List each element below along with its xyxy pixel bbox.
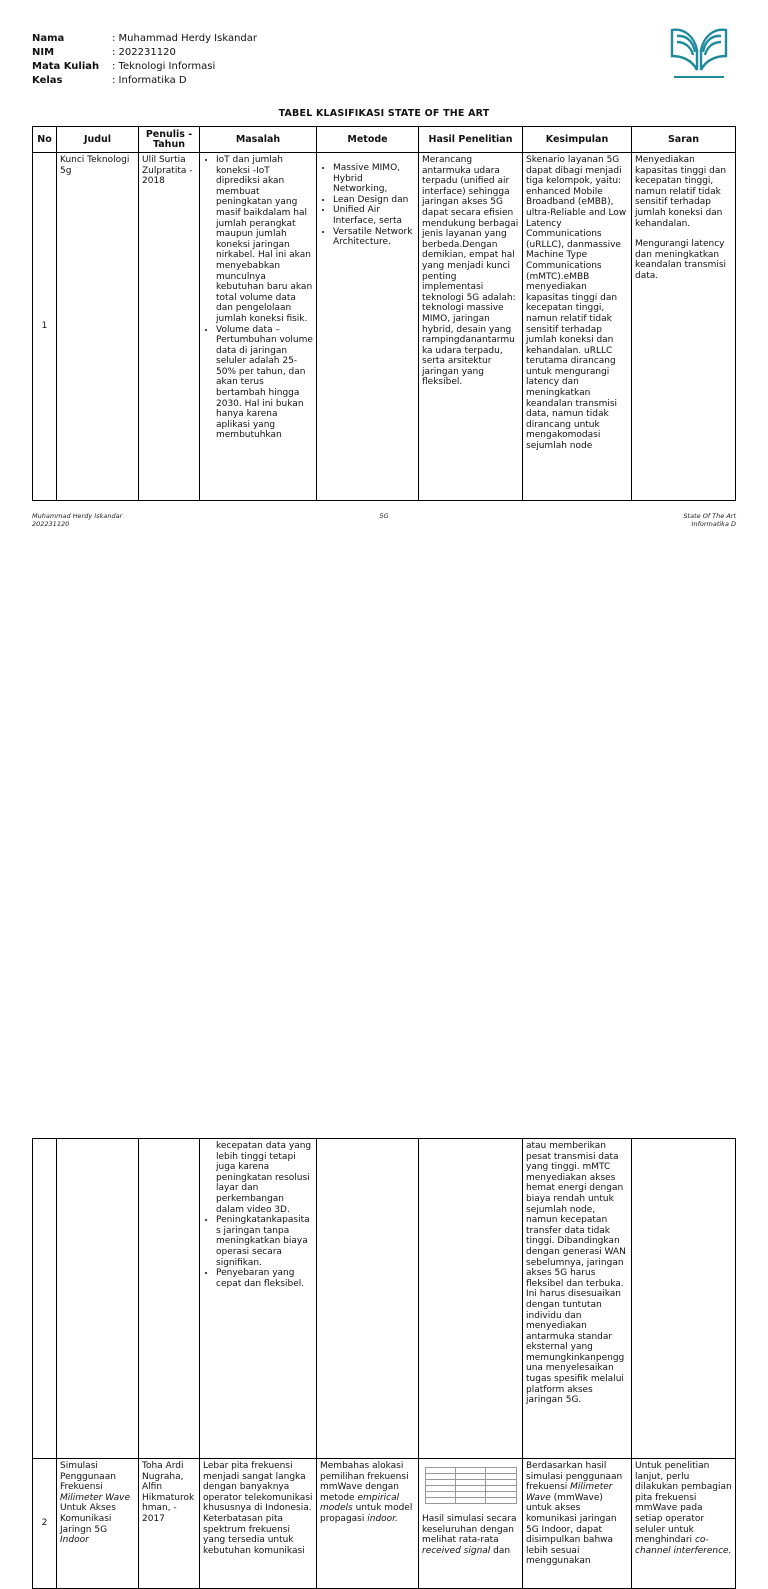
header-no: No [33,127,57,153]
kelas-value: : Informatika D [112,75,187,86]
metode-part: Membahas alokasi pemilihan frekuensi mmWave dengan metode [320,1461,409,1503]
hasil-italic: received signal [422,1545,491,1556]
footer-right-title: State Of The Art [683,512,736,520]
metode-italic: empirical models [320,1492,400,1514]
saran-part: Untuk penelitian lanjut, perlu dilakukan pembagian pita frekuensi mmWave pada setiap operator seluler untuk menghindari [635,1461,732,1546]
nim-value: : 202231120 [112,47,176,58]
row1-judul-cont [57,1139,139,1459]
footer-right [683,512,736,528]
nim-label: NIM [32,47,55,58]
hasil-part: Hasil simulasi secara keseluruhan dengan melihat rata-rata [422,1514,517,1546]
kesimpulan-italic: Milimeter Wave [526,1482,613,1503]
nama-value: : Muhammad Herdy Iskandar [112,33,257,44]
table-row [33,1139,736,1459]
page-2 [0,560,768,1567]
judul-part: Untuk Akses Komunikasi Jaringn 5G [60,1503,116,1535]
kelas-label: Kelas [32,75,63,86]
header-metode: Metode [317,127,419,153]
sota-table-page-2 [32,1138,736,1589]
footer-right-class: Informatika D [691,520,736,528]
sota-table-page-1 [32,126,736,501]
list-item: • Lean Design dan [333,195,415,206]
row1-hasil: Merancang antarmuka udara terpadu (unified air interface) sehingga jaringan akses 5G dapat secara efisien mendukung berbagai jenis layanan yang berbeda.Dengan demikian, empat hal yang menjadi kunci penting implementasi teknologi 5G adalah: teknologi massive MIMO, jaringan hybrid, desain yang rampingdanantarmu ka udara terpadu, serta arsitektur jaringan yang fleksibel. [419,153,523,501]
row2-metode [317,1459,419,1589]
list-item: • Volume data – Pertumbuhan volume data di jaringan seluler adalah 25-50% per tahun, dan akan terus bertambah hingga 2030. Hal ini bukan hanya karena aplikasi yang membutuhkan [216,325,313,442]
institute-logo [664,22,734,82]
table-row [33,153,736,501]
header-saran: Saran [632,127,736,153]
row1-no-cont [33,1139,57,1459]
row2-penulis: Toha Ardi Nugraha, Alfin Hikmaturok hman, - 2017 [139,1459,200,1589]
row1-judul: Kunci Teknologi 5g [57,153,139,501]
row2-kesimpulan [523,1459,632,1589]
masalah-continuation: kecepatan data yang lebih tinggi tetapi juga karena peningkatan resolusi layar dan perkembangan dalam video 3D. [216,1141,312,1215]
student-info [32,32,257,88]
row1-kesimpulan: Skenario layanan 5G dapat dibagi menjadi tiga kelompok, yaitu: enhanced Mobile Broadband (eMBB), ultra-Reliable and Low Latency Communications (uRLLC), danmassive Machine Type Communications (mMTC).eMBB menyediakan kapasitas tinggi dan kecepatan tinggi, namun relatif tidak sensitif terhadap jumlah koneksi dan kehandalan. uRLLC terutama dirancang untuk mengurangi latency dan meningkatkan keandalan transmisi data, namun tidak dirancang untuk mengakomodasi sejumlah node [523,153,632,501]
metode-italic: indoor. [367,1513,398,1524]
row1-penulis: Ulil Surtia Zulpratita - 2018 [139,153,200,501]
mata-kuliah-value: : Teknologi Informasi [112,61,216,72]
list-item: • Versatile Network Architecture. [333,227,415,248]
row1-hasil-cont [419,1139,523,1459]
page-gap [0,540,768,560]
header-hasil: Hasil Penelitian [419,127,523,153]
row2-no: 2 [33,1459,57,1589]
header-judul: Judul [57,127,139,153]
saran-italic: co-channel interference. [635,1535,732,1556]
header-penulis: Penulis - Tahun [139,127,200,153]
row1-kesimpulan-cont: atau memberikan pesat transmisi data yang tinggi. mMTC menyediakan akses hemat energi dengan biaya rendah untuk sejumlah node, namun kecepatan transfer data tidak tinggi. Dibandingkan dengan generasi WAN sebelumnya, jaringan akses 5G harus fleksibel dan terbuka. Ini harus disesuaikan dengan tuntutan individu dan menyediakan antarmuka standar eksternal yang memungkinkanpengg una menyelesaikan tugas spesifik melalui platform akses jaringan 5G. [523,1139,632,1459]
kesimpulan-part: Berdasarkan hasil simulasi penggunaan frekuensi [526,1461,623,1493]
row1-masalah-cont [200,1139,317,1459]
list-item: • Peningkatankapasita s jaringan tanpa meningkatkan biaya operasi secara signifikan. [216,1215,313,1268]
header-masalah: Masalah [200,127,317,153]
embedded-result-table-image [425,1467,517,1504]
kesimpulan-part: (mmWave) untuk akses komunikasi jaringan 5G Indoor, dapat disimpulkan bahwa lebih sesuai menggunakan [526,1492,617,1567]
row2-hasil [419,1459,523,1589]
row2-masalah: Lebar pita frekuensi menjadi sangat langka dengan banyaknya operator telekomunikasi khususnya di Indonesia. Keterbatasan pita spektrum frekuensi yang tersedia untuk kebutuhan komunikasi [200,1459,317,1589]
table-row [33,1459,736,1589]
list-item: • Penyebaran yang cepat dan fleksibel. [216,1268,313,1289]
row1-saran-cont [632,1139,736,1459]
header-kesimpulan: Kesimpulan [523,127,632,153]
footer-nim: 202231120 [32,520,70,528]
row1-metode-cont [317,1139,419,1459]
row2-saran [632,1459,736,1589]
document-title: TABEL KLASIFIKASI STATE OF THE ART [278,108,490,119]
row1-saran [632,153,736,501]
row1-metode [317,153,419,501]
mata-kuliah-label: Mata Kuliah [32,61,100,72]
list-item: • Unified Air Interface, serta [333,205,415,226]
saran-item: Mengurangi latency dan meningkatkan keandalan transmisi data. [635,239,727,281]
list-item: • Massive MIMO, Hybrid Networking, [333,163,415,195]
row1-masalah [200,153,317,501]
table-header-row [33,127,736,153]
page-1 [0,0,768,540]
list-item: • IoT dan jumlah koneksi -IoT diprediksi akan membuat peningkatan yang masif baikdalam hal jumlah perangkat maupun jumlah koneksi jaringan nirkabel. Hal ini akan menyebabkan munculnya kebutuhan baru akan total volume data dan pengelolaan jumlah koneksi fisik. [216,155,313,325]
nama-label: Nama [32,33,65,44]
hasil-part: dan [493,1545,511,1556]
judul-italic: Milimeter Wave [60,1492,130,1503]
row2-judul [57,1459,139,1589]
footer-name: Muhammad Herdy Iskandar [32,512,123,520]
saran-item: Menyediakan kapasitas tinggi dan kecepatan tinggi, namun relatif tidak sensitif terhadap jumlah koneksi dan kehandalan. [635,155,727,229]
judul-italic: Indoor [60,1535,89,1546]
judul-part: Simulasi Penggunaan Frekuensi [60,1461,116,1493]
row1-penulis-cont [139,1139,200,1459]
metode-part: untuk model propagasi [320,1503,413,1524]
footer-center: 5G [379,512,389,520]
row1-no: 1 [33,153,57,501]
